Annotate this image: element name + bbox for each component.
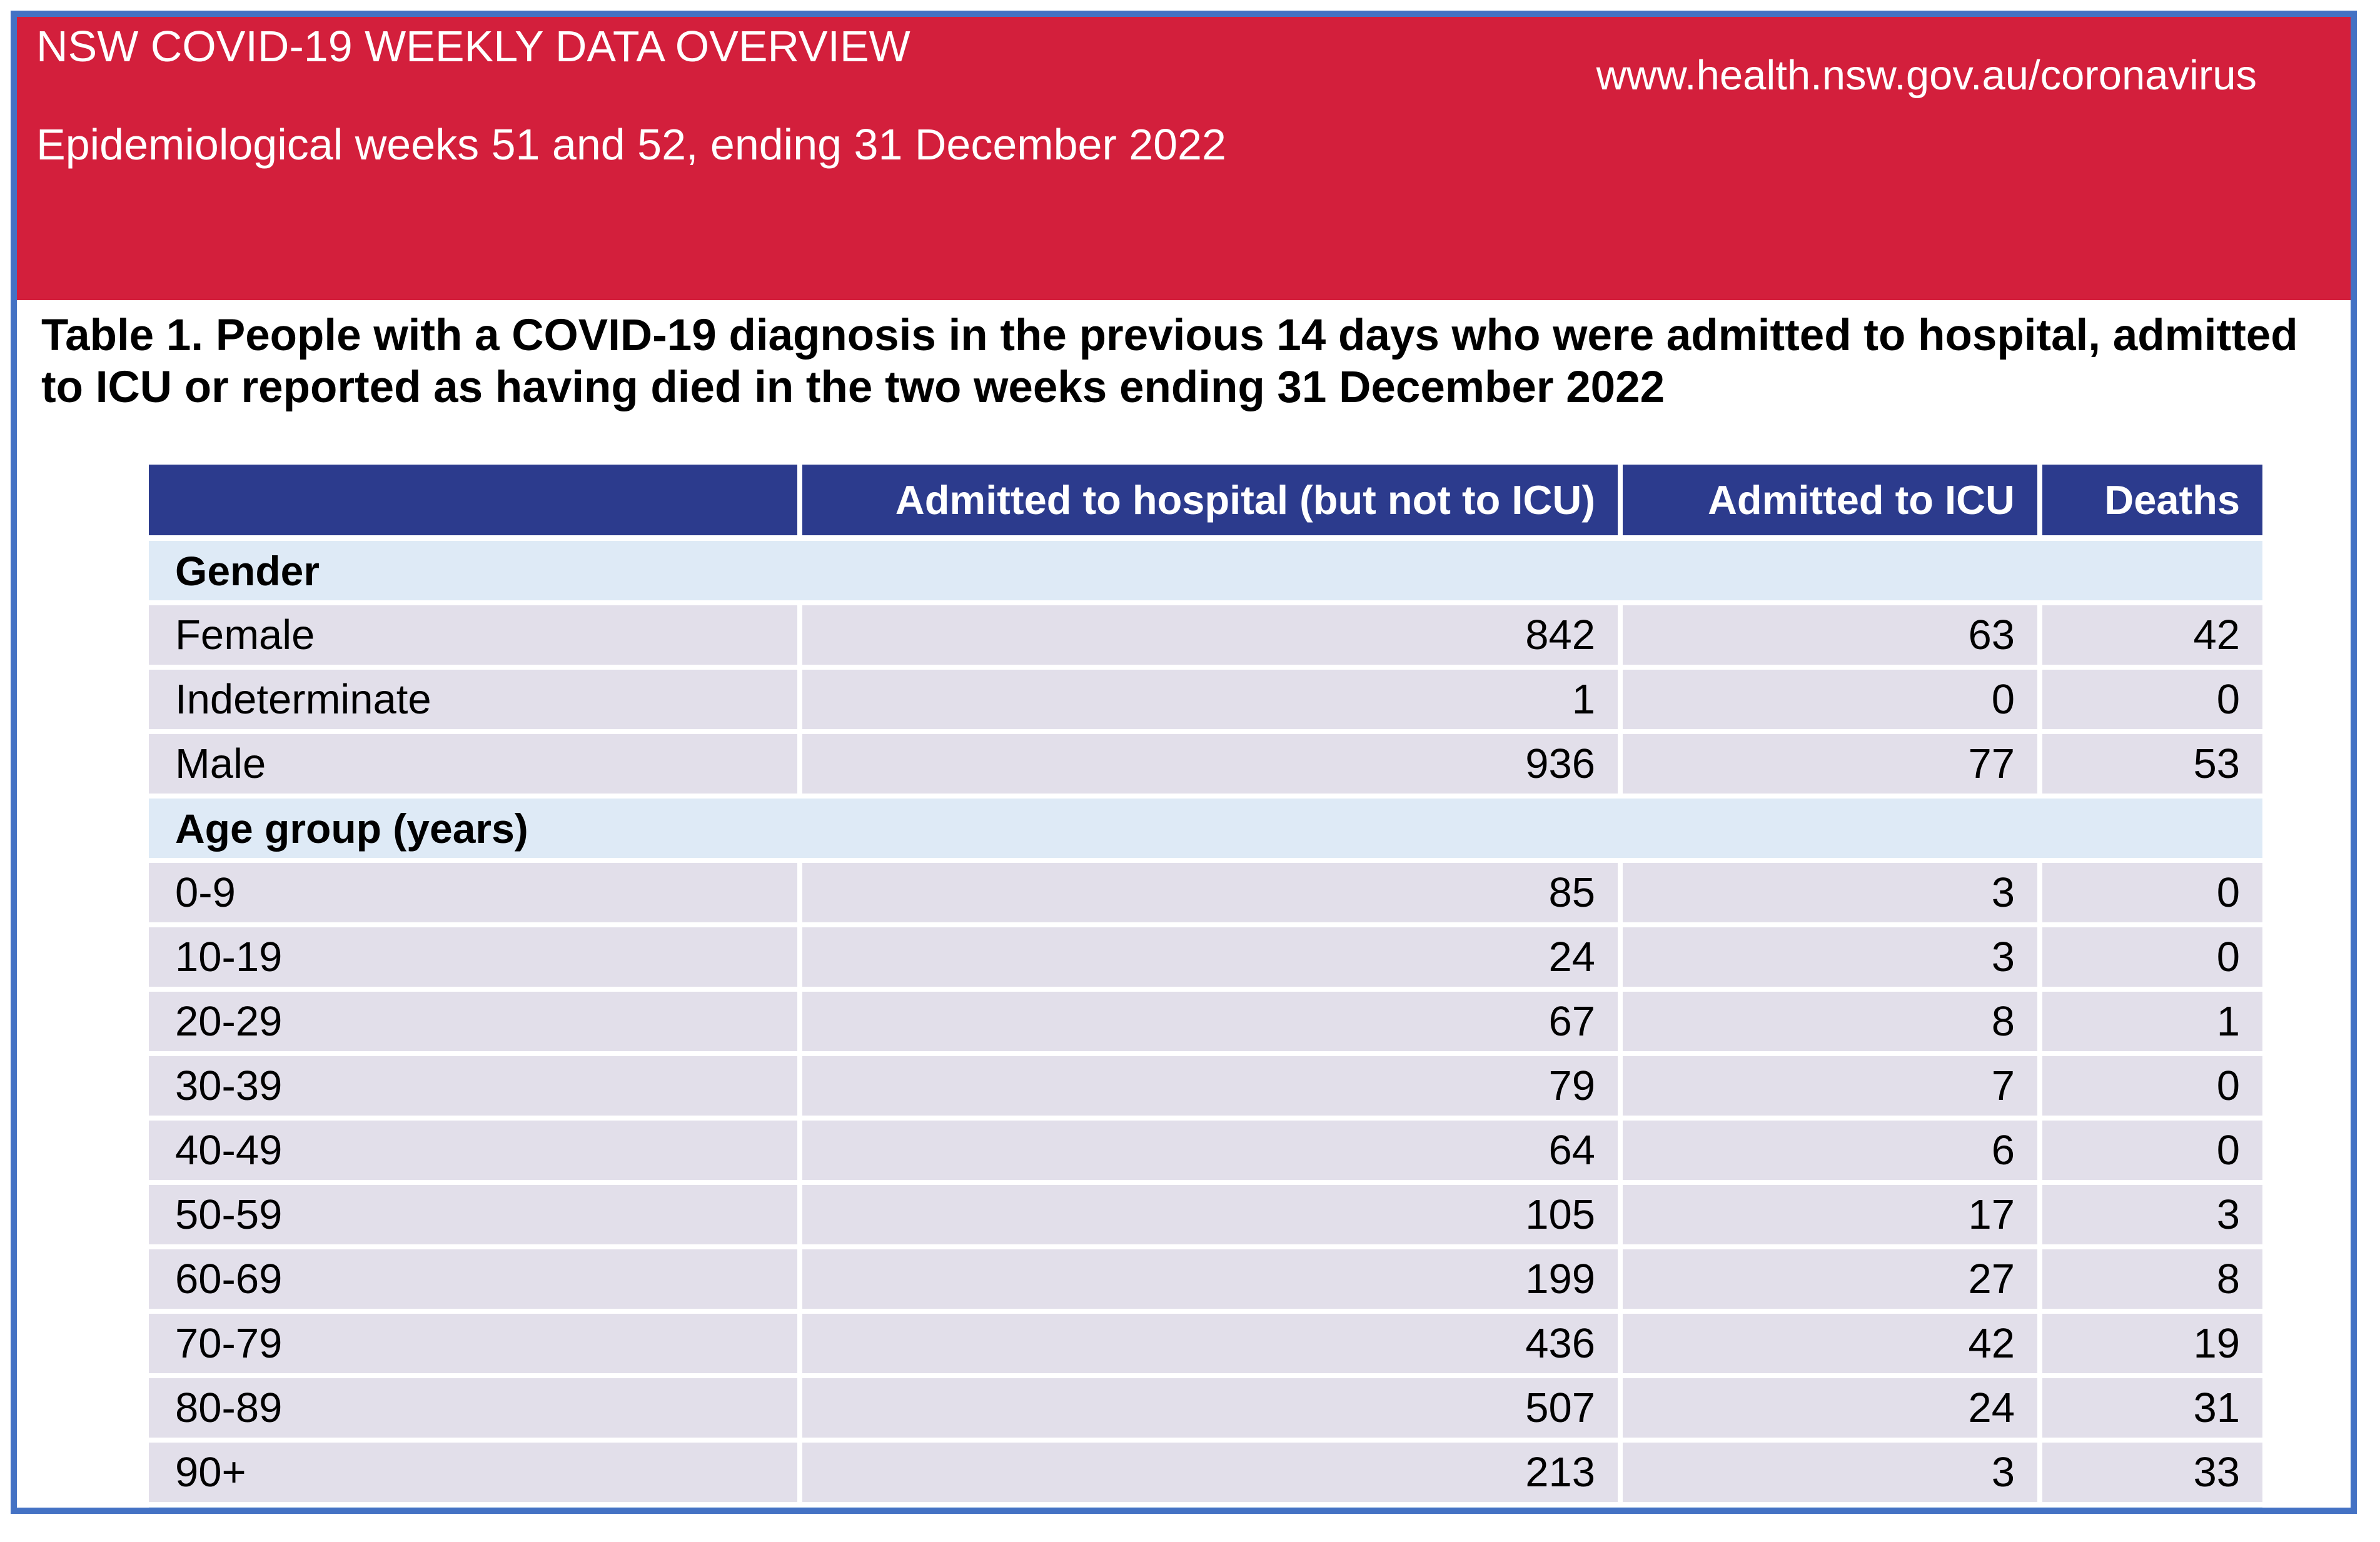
table-row-40-49 [149, 1121, 2262, 1180]
value-cell-hospital: 213 [802, 1443, 1618, 1502]
table-row-indeterminate [149, 670, 2262, 729]
value-cell-deaths: 19 [2042, 1314, 2262, 1373]
value-cell-hospital: 64 [802, 1121, 1618, 1180]
banner-url-link[interactable]: www.health.nsw.gov.au/coronavirus [1596, 52, 2257, 99]
table-row-90-plus [149, 1443, 2262, 1502]
table-row-female [149, 605, 2262, 665]
value-cell-icu: 0 [1623, 670, 2037, 729]
table-row-70-79 [149, 1314, 2262, 1373]
data-table [149, 465, 2262, 1514]
value-cell-hospital: 507 [802, 1378, 1618, 1438]
table-row-80-89 [149, 1378, 2262, 1438]
value-cell-deaths: 53 [2042, 734, 2262, 794]
value-cell-icu: 63 [1623, 605, 2037, 665]
row-label-cell: 90+ [149, 1443, 797, 1502]
table-title-line2: to ICU or reported as having died in the two weeks ending 31 December 2022 [41, 363, 1665, 412]
row-label-cell: Female [149, 605, 797, 665]
row-label-cell: 10-19 [149, 927, 797, 987]
header-cell-blank [149, 465, 797, 535]
cursor-artifact [822, 1510, 830, 1514]
row-label-cell: 30-39 [149, 1056, 797, 1116]
banner [17, 17, 2351, 300]
value-cell-hospital: 199 [802, 1249, 1618, 1309]
table-title-line1: Table 1. People with a COVID-19 diagnosis in the previous 14 days who were admitted to hospital, admitted [41, 311, 2298, 360]
table-row-30-39 [149, 1056, 2262, 1116]
table-row-50-59 [149, 1185, 2262, 1244]
row-label-cell: 20-29 [149, 992, 797, 1051]
table-row-male [149, 734, 2262, 794]
banner-title: NSW COVID-19 WEEKLY DATA OVERVIEW [36, 22, 910, 71]
value-cell-icu: 3 [1623, 927, 2037, 987]
section-row-clipped [149, 1507, 2262, 1514]
value-cell-deaths: 1 [2042, 992, 2262, 1051]
value-cell-deaths: 8 [2042, 1249, 2262, 1309]
header-cell-deaths: Deaths [2042, 465, 2262, 535]
table-row-0-9 [149, 863, 2262, 922]
value-cell-icu: 24 [1623, 1378, 2037, 1438]
header-cell-icu: Admitted to ICU [1623, 465, 2037, 535]
value-cell-hospital: 105 [802, 1185, 1618, 1244]
value-cell-icu: 3 [1623, 1443, 2037, 1502]
value-cell-deaths: 0 [2042, 1056, 2262, 1116]
row-label-cell: 60-69 [149, 1249, 797, 1309]
value-cell-icu: 27 [1623, 1249, 2037, 1309]
value-cell-icu: 8 [1623, 992, 2037, 1051]
row-label-cell: Male [149, 734, 797, 794]
section-row-gender [149, 541, 2262, 600]
value-cell-hospital: 436 [802, 1314, 1618, 1373]
value-cell-icu: 77 [1623, 734, 2037, 794]
header-cell-hospital: Admitted to hospital (but not to ICU) [802, 465, 1618, 535]
row-label-cell: 0-9 [149, 863, 797, 922]
value-cell-deaths: 0 [2042, 863, 2262, 922]
value-cell-icu: 42 [1623, 1314, 2037, 1373]
value-cell-icu: 7 [1623, 1056, 2037, 1116]
value-cell-deaths: 33 [2042, 1443, 2262, 1502]
table-header-row [149, 465, 2262, 535]
table-row-20-29 [149, 992, 2262, 1051]
value-cell-deaths: 3 [2042, 1185, 2262, 1244]
banner-subtitle: Epidemiological weeks 51 and 52, ending 31 December 2022 [36, 120, 1226, 169]
table-row-60-69 [149, 1249, 2262, 1309]
value-cell-hospital: 79 [802, 1056, 1618, 1116]
value-cell-deaths: 0 [2042, 1121, 2262, 1180]
value-cell-deaths: 0 [2042, 670, 2262, 729]
value-cell-deaths: 42 [2042, 605, 2262, 665]
section-label: Gender [175, 547, 320, 594]
page-border-frame [11, 11, 2357, 1514]
table-title [41, 310, 2357, 413]
value-cell-deaths: 0 [2042, 927, 2262, 987]
row-label-cell: 80-89 [149, 1378, 797, 1438]
row-label-cell: 70-79 [149, 1314, 797, 1373]
value-cell-hospital: 936 [802, 734, 1618, 794]
section-label: Age group (years) [175, 805, 528, 852]
value-cell-icu: 3 [1623, 863, 2037, 922]
row-label-cell: 40-49 [149, 1121, 797, 1180]
row-label-cell: 50-59 [149, 1185, 797, 1244]
value-cell-hospital: 1 [802, 670, 1618, 729]
table-row-10-19 [149, 927, 2262, 987]
value-cell-hospital: 67 [802, 992, 1618, 1051]
value-cell-icu: 17 [1623, 1185, 2037, 1244]
value-cell-deaths: 31 [2042, 1378, 2262, 1438]
value-cell-icu: 6 [1623, 1121, 2037, 1180]
value-cell-hospital: 24 [802, 927, 1618, 987]
row-label-cell: Indeterminate [149, 670, 797, 729]
value-cell-hospital: 85 [802, 863, 1618, 922]
value-cell-hospital: 842 [802, 605, 1618, 665]
section-row-age-group [149, 799, 2262, 858]
